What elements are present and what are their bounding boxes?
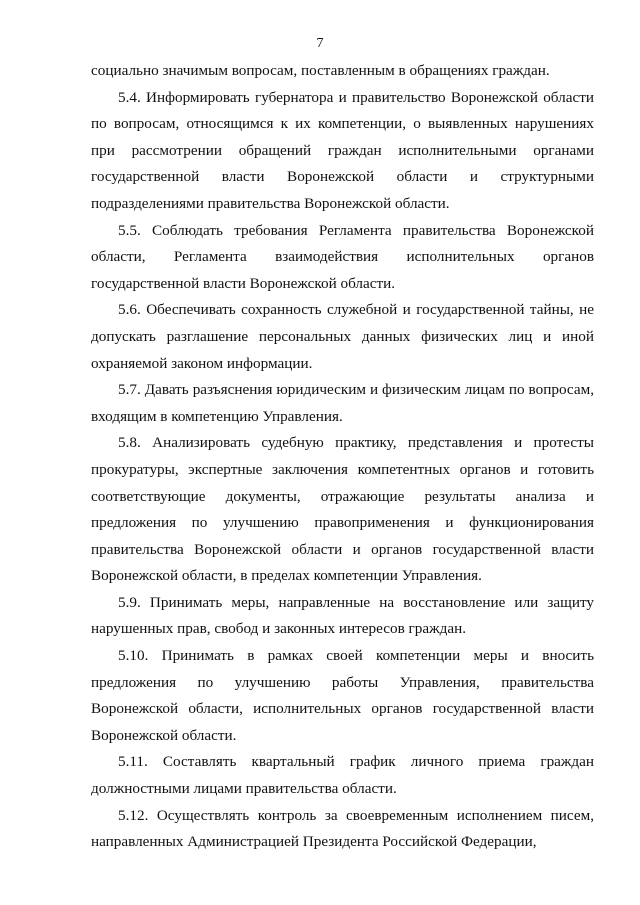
paragraph-5-12: 5.12. Осуществлять контроль за своевременным исполнением писем, направленных Администрацией Президента Российской Федерации, [91,806,594,851]
page-number: 7 [316,36,324,51]
paragraph-5-8: 5.8. Анализировать судебную практику, представления и протесты прокуратуры, экспертные заключения компетентных органов и готовить соответствующие документы, отражающие результаты анализа и предложения по улучшению правоприменения и функционирования правительства Воронежской области и органов государственной власти Воронежской области, в пределах компетенции Управления. [91,434,594,585]
paragraph-5-7: 5.7. Давать разъяснения юридическим и физическим лицам по вопросам, входящим в компетенцию Управления. [91,381,594,425]
document-body [91,58,594,856]
paragraph-5-10: 5.10. Принимать в рамках своей компетенции меры и вносить предложения по улучшению работы Управления, правительства Воронежской области, исполнительных органов государственной власти Воронежской области. [91,647,594,744]
paragraph-5-9: 5.9. Принимать меры, направленные на восстановление или защиту нарушенных прав, свобод и законных интересов граждан. [91,593,594,638]
paragraph-5-6: 5.6. Обеспечивать сохранность служебной и государственной тайны, не допускать разглашение персональных данных физических лиц и иной охраняемой законом информации. [91,301,594,372]
paragraph-5-5: 5.5. Соблюдать требования Регламента правительства Воронежской области, Регламента взаимодействия исполнительных органов государственной власти Воронежской области. [91,221,594,292]
paragraph-5-4: 5.4. Информировать губернатора и правительство Воронежской области по вопросам, относящимся к их компетенции, о выявленных нарушениях при рассмотрении обращений граждан исполнительными органами государственной власти Воронежской области и структурными подразделениями правительства Воронежской области. [91,88,594,212]
paragraph-5-11: 5.11. Составлять квартальный график личного приема граждан должностными лицами правительства области. [91,753,594,798]
paragraph-continuation: социально значимым вопросам, поставленным в обращениях граждан. [91,62,550,79]
